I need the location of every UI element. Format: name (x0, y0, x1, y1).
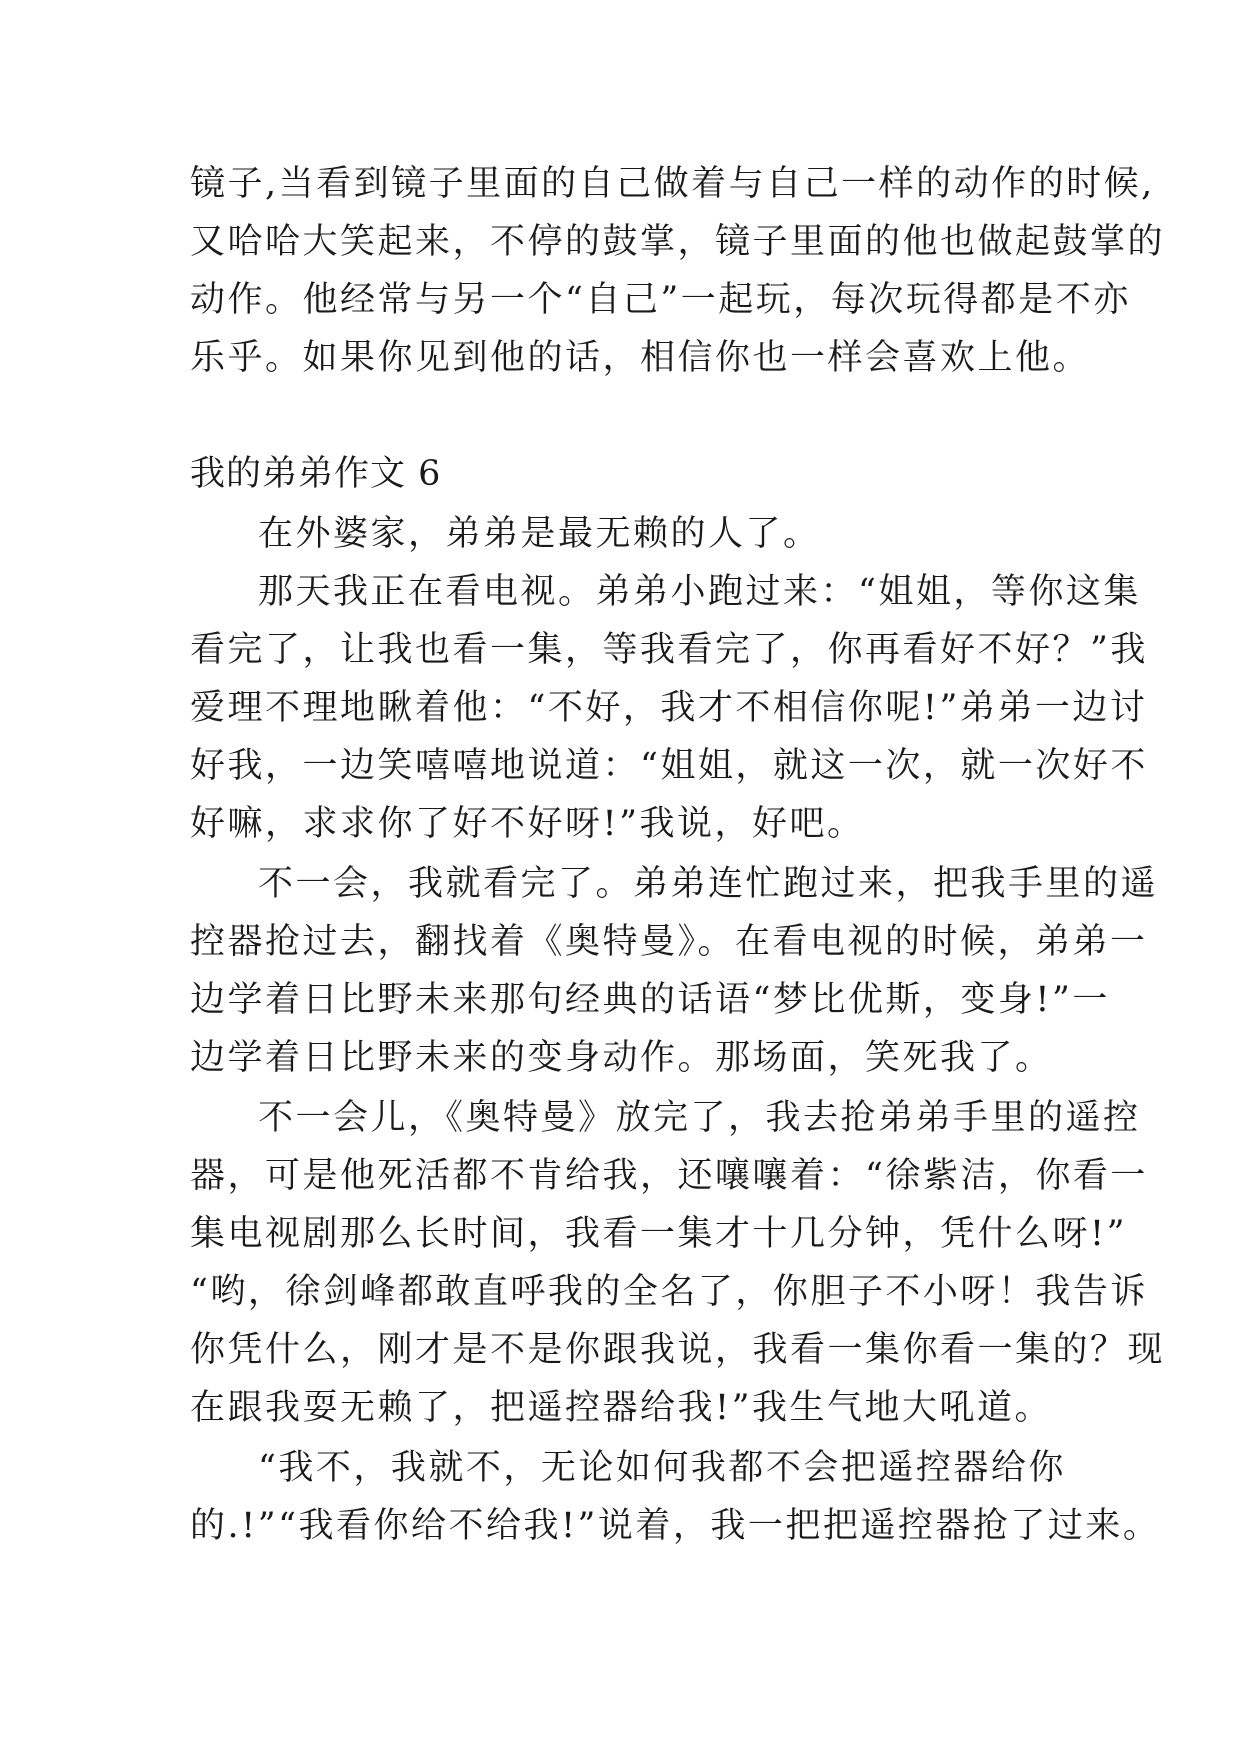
text-line: “哟，徐剑峰都敢直呼我的全名了，你胆子不小呀！我告诉 (190, 1272, 1148, 1312)
paragraph-start: 在外婆家，弟弟是最无赖的人了。 (258, 514, 821, 554)
text-line: 好我，一边笑嘻嘻地说道：“姐姐，就这一次，就一次好不 (190, 746, 1148, 786)
paragraph-start: “我不，我就不，无论如何我都不会把遥控器给你 (258, 1448, 1066, 1488)
text-line: 又哈哈大笑起来，不停的鼓掌，镜子里面的他也做起鼓掌的 (190, 222, 1166, 262)
text-line: 动作。他经常与另一个“自己”一起玩，每次玩得都是不亦 (190, 280, 1131, 320)
paragraph-start: 不一会儿，《奥特曼》放完了，我去抢弟弟手里的遥控 (258, 1098, 1141, 1138)
text-line: 乐乎。如果你见到他的话，相信你也一样会喜欢上他。 (190, 338, 1091, 378)
text-line: 器，可是他死活都不肯给我，还嚷嚷着：“徐紫洁，你看一 (190, 1156, 1148, 1196)
text-line: 看完了，让我也看一集，等我看完了，你再看好不好？”我 (190, 630, 1148, 670)
text-line: 控器抢过去，翻找着《奥特曼》。在看电视的时候，弟弟一 (190, 922, 1148, 962)
text-line: 边学着日比野未来的变身动作。那场面，笑死我了。 (190, 1038, 1053, 1078)
section-heading: 我的弟弟作文 6 (190, 454, 442, 494)
text-line: 好嘛，求求你了好不好呀!”我说，好吧。 (190, 804, 865, 844)
text-line: 镜子,当看到镜子里面的自己做着与自己一样的动作的时候, (190, 164, 1155, 204)
text-line: 边学着日比野未来那句经典的话语“梦比优斯，变身!”一 (190, 980, 1110, 1020)
paragraph-start: 那天我正在看电视。弟弟小跑过来：“姐姐，等你这集 (258, 572, 1141, 612)
text-line: 你凭什么，刚才是不是你跟我说，我看一集你看一集的？现 (190, 1330, 1166, 1370)
paragraph-start: 不一会，我就看完了。弟弟连忙跑过来，把我手里的遥 (258, 864, 1159, 904)
text-line: 的.!”“我看你给不给我!”说着，我一把把遥控器抢了过来。 (190, 1506, 1161, 1546)
text-line: 爱理不理地瞅着他：“不好，我才不相信你呢!”弟弟一边讨 (190, 688, 1148, 728)
text-line: 集电视剧那么长时间，我看一集才十几分钟，凭什么呀!” (190, 1214, 1127, 1254)
text-line: 在跟我耍无赖了，把遥控器给我!”我生气地大吼道。 (190, 1388, 1052, 1428)
